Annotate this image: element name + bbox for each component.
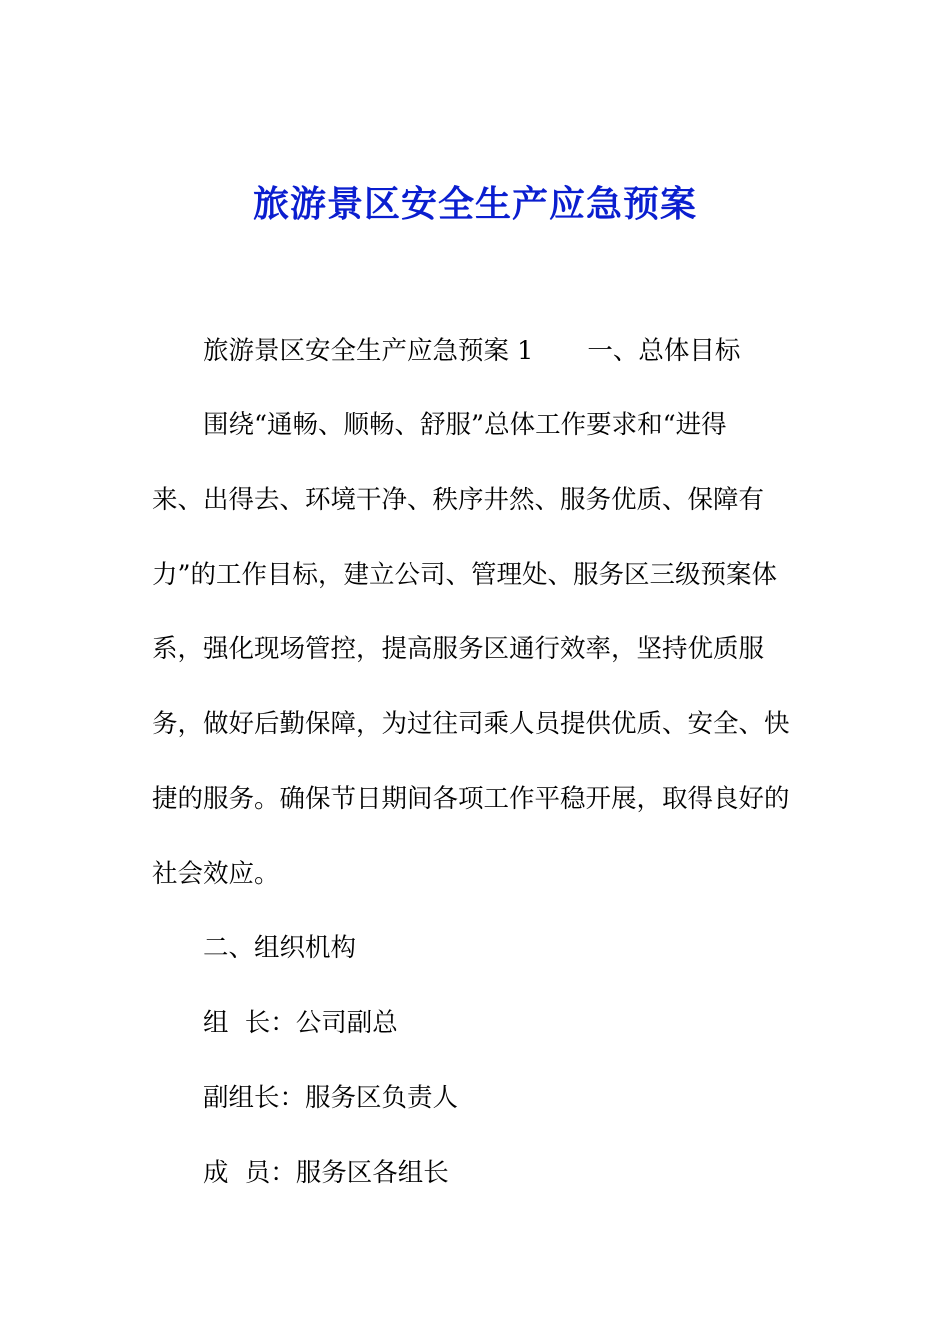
paragraph-line: 来、出得去、环境干净、秩序井然、服务优质、保障有 (152, 485, 765, 515)
document-title: 旅游景区安全生产应急预案 (252, 183, 697, 225)
section1-title-line (203, 333, 740, 369)
paragraph-line: 围绕“通畅、顺畅、舒服”总体工作要求和“进得 (203, 410, 727, 440)
org-deputy-line: 副组长：服务区负责人 (203, 1083, 459, 1113)
paragraph-line: 力”的工作目标，建立公司、管理处、服务区三级预案体 (152, 560, 778, 590)
paragraph-line: 社会效应。 (152, 859, 280, 889)
org-members-line: 成 员：服务区各组长 (203, 1158, 449, 1188)
section2-heading: 二、组织机构 (203, 933, 357, 963)
section1-heading: 一、总体目标 (587, 336, 741, 366)
org-leader-line: 组 长：公司副总 (203, 1008, 398, 1038)
section1-intro: 旅游景区安全生产应急预案 1 (203, 336, 534, 366)
paragraph-line: 系，强化现场管控，提高服务区通行效率，坚持优质服 (152, 634, 765, 664)
paragraph-line: 务，做好后勤保障，为过往司乘人员提供优质、安全、快 (152, 709, 790, 739)
paragraph-line: 捷的服务。确保节日期间各项工作平稳开展，取得良好的 (152, 784, 790, 814)
